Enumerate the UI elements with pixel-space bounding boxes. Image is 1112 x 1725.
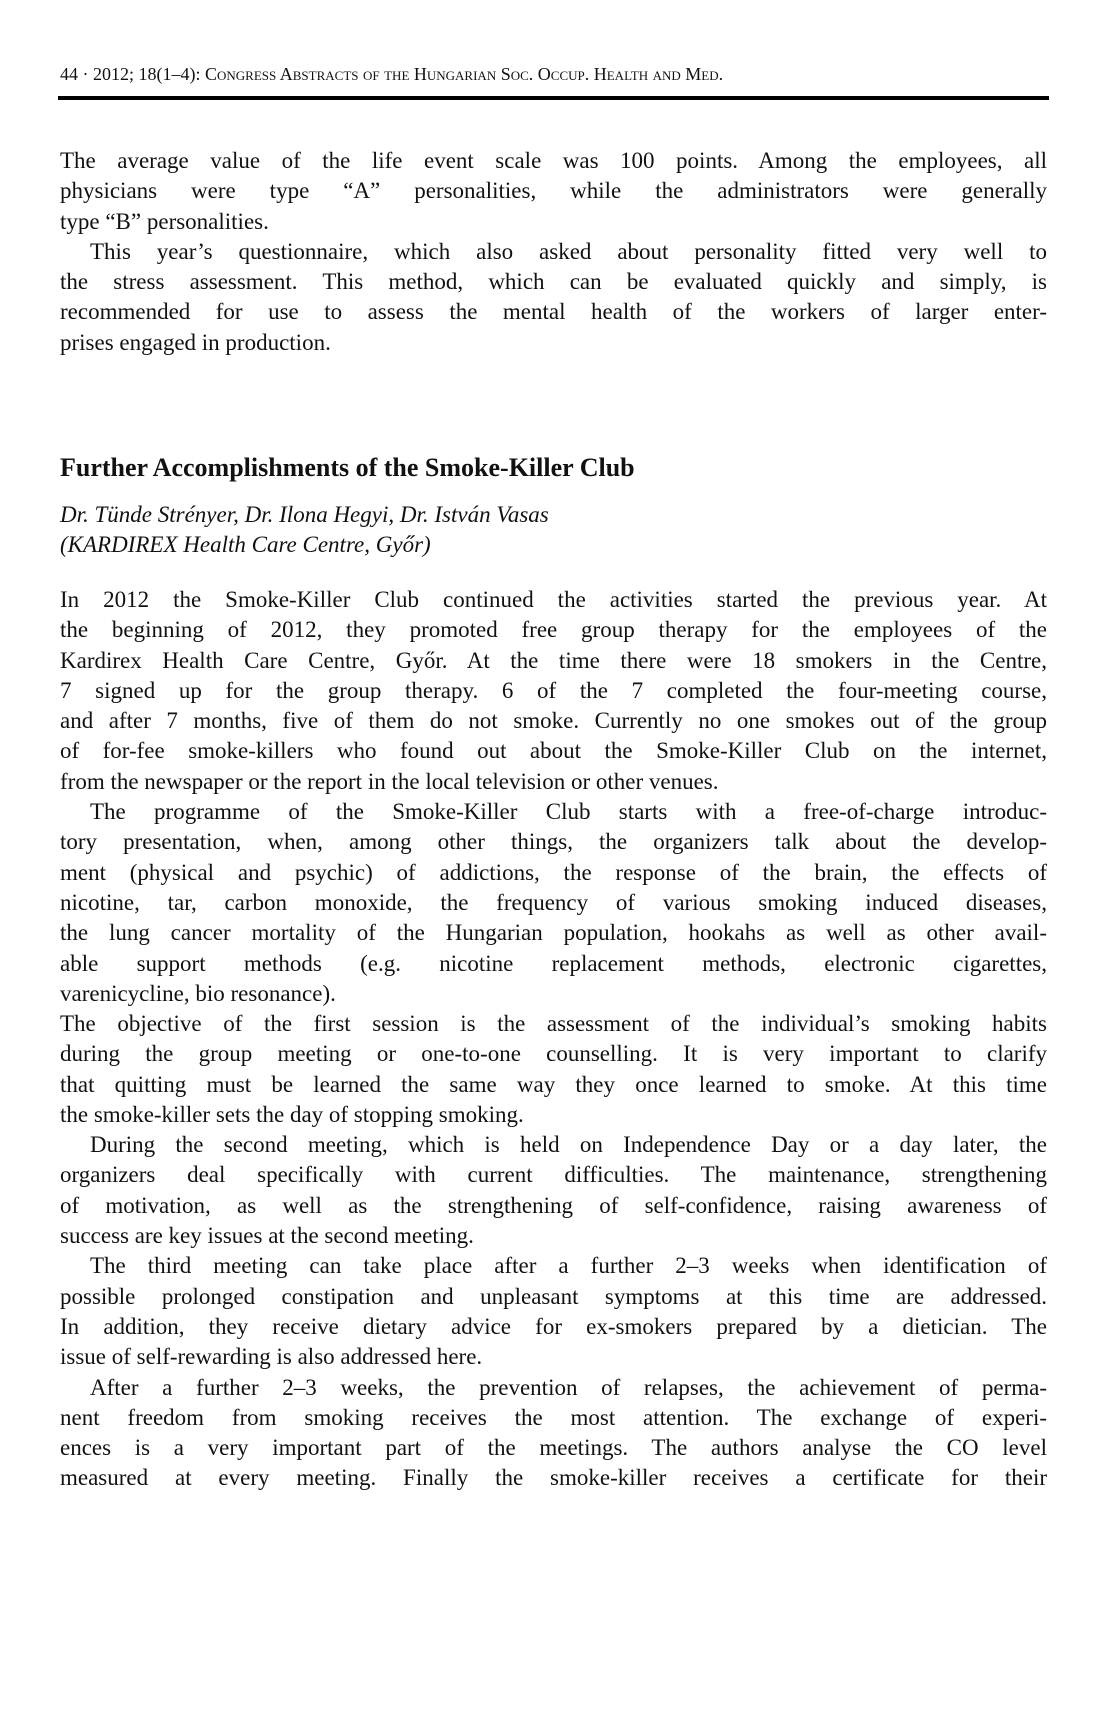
text-line: After a further 2–3 weeks, the prevention of relapses, the achievement of perma- xyxy=(90,1374,1047,1400)
text-line: The objective of the first session is the assessment of the individual’s smoking habits xyxy=(60,1011,1047,1036)
text-line: The programme of the Smoke-Killer Club starts with a free-of-charge introduc- xyxy=(90,799,1047,825)
text-line: possible prolonged constipation and unpleasant symptoms at this time are addressed. xyxy=(60,1283,1047,1309)
article-section-1 xyxy=(60,585,1047,1009)
text-line: of motivation, as well as the strengthening of self-confidence, raising awareness of xyxy=(60,1192,1047,1218)
text-line: organizers deal specifically with current difficulties. The maintenance, strengthening xyxy=(60,1162,1047,1188)
text-line: In addition, they receive dietary advice for ex-smokers prepared by a dietician. The xyxy=(60,1313,1047,1339)
citation: 2012; 18(1–4): xyxy=(93,64,201,84)
text-line: the smoke-killer sets the day of stopping smoking. xyxy=(60,1101,524,1127)
text-line: the beginning of 2012, they promoted free group therapy for the employees of the xyxy=(60,617,1047,643)
text-line: The third meeting can take place after a further 2–3 weeks when identification of xyxy=(90,1253,1047,1279)
author-block xyxy=(60,500,549,560)
text-line: nicotine, tar, carbon monoxide, the frequency of various smoking induced diseases, xyxy=(60,889,1047,915)
text-line: During the second meeting, which is held on Independence Day or a day later, the xyxy=(90,1132,1047,1158)
affiliation: (KARDIREX Health Care Centre, Győr) xyxy=(60,532,431,557)
text-line: recommended for use to assess the mental health of the workers of larger enter- xyxy=(60,299,1047,325)
text-line: during the group meeting or one-to-one counselling. It is very important to clarify xyxy=(60,1041,1047,1067)
authors: Dr. Tünde Strényer, Dr. Ilona Hegyi, Dr. István Vasas xyxy=(60,502,549,527)
paragraph xyxy=(60,585,1047,797)
paragraph xyxy=(60,1251,1047,1372)
header-rule xyxy=(58,96,1049,100)
text-line: issue of self-rewarding is also addressed here. xyxy=(60,1344,483,1370)
text-line: ences is a very important part of the meetings. The authors analyse the CO level xyxy=(60,1435,1047,1461)
text-line: success are key issues at the second meeting. xyxy=(60,1223,474,1249)
text-line: the lung cancer mortality of the Hungarian population, hookahs as well as other avail- xyxy=(60,920,1047,946)
intro-text xyxy=(60,146,1047,358)
text-line: type “B” personalities. xyxy=(60,208,269,234)
running-head xyxy=(60,63,1050,85)
text-line: able support methods (e.g. nicotine replacement methods, electronic cigarettes, xyxy=(60,950,1047,976)
text-line: the stress assessment. This method, which can be evaluated quickly and simply, is xyxy=(60,269,1047,295)
text-line: 7 signed up for the group therapy. 6 of the 7 completed the four-meeting course, xyxy=(60,677,1047,703)
text-line: ment (physical and psychic) of addictions, the response of the brain, the effects of xyxy=(60,859,1047,885)
text-line: In 2012 the Smoke-Killer Club continued the activities started the previous year. At xyxy=(60,587,1047,612)
page-number: 44 xyxy=(60,64,78,84)
text-line: varenicycline, bio resonance). xyxy=(60,980,336,1006)
paragraph xyxy=(60,1009,1047,1130)
text-line: that quitting must be learned the same way they once learned to smoke. At this time xyxy=(60,1071,1047,1097)
article-title: Further Accomplishments of the Smoke-Killer Club xyxy=(60,453,635,482)
text-line: This year’s questionnaire, which also asked about personality fitted very well to xyxy=(90,238,1047,264)
paragraph xyxy=(60,146,1047,237)
separator-dot: · xyxy=(82,64,93,84)
text-line: and after 7 months, five of them do not smoke. Currently no one smokes out of the group xyxy=(60,708,1047,734)
paragraph xyxy=(60,1130,1047,1251)
text-line: tory presentation, when, among other things, the organizers talk about the develop- xyxy=(60,829,1047,855)
paragraph xyxy=(60,797,1047,1009)
paragraph xyxy=(60,1373,1047,1494)
paragraph xyxy=(60,237,1047,358)
text-line: physicians were type “A” personalities, while the administrators were generally xyxy=(60,178,1047,204)
text-line: nent freedom from smoking receives the most attention. The exchange of experi- xyxy=(60,1404,1047,1430)
text-line: from the newspaper or the report in the local television or other venues. xyxy=(60,768,719,794)
journal-title: Congress Abstracts of the Hungarian Soc. Occup. Health and Med. xyxy=(205,64,724,84)
text-line: The average value of the life event scale was 100 points. Among the employees, all xyxy=(60,148,1047,173)
text-line: measured at every meeting. Finally the smoke-killer receives a certificate for their xyxy=(60,1465,1047,1491)
text-line: Kardirex Health Care Centre, Győr. At the time there were 18 smokers in the Centre, xyxy=(60,647,1047,673)
text-line: of for-fee smoke-killers who found out about the Smoke-Killer Club on the internet, xyxy=(60,738,1047,764)
text-line: prises engaged in production. xyxy=(60,329,331,355)
article-section-2 xyxy=(60,1009,1047,1494)
